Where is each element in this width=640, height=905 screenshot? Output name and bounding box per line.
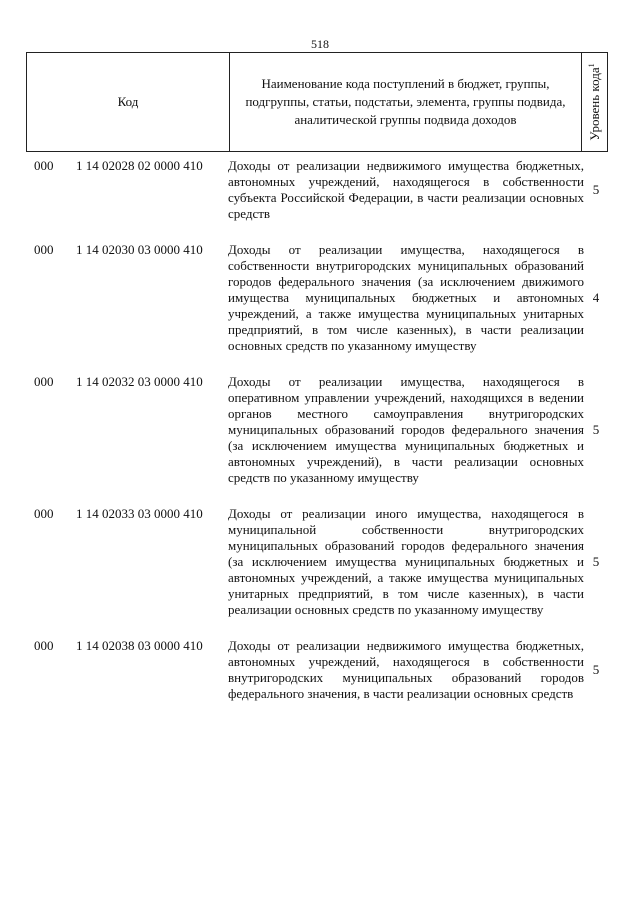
row-code: 1 14 02038 03 0000 410 [76, 638, 203, 653]
row-name: Доходы от реализации имущества, находящегося в собственности внутригородских муниципальных образований городов федерального значения (за исключением движимого имущества муниципальных бюджетных и автономных учреждений, а также имущества муниципальных унитарных предприятий, в том числе казенных), в части реализации основных средств по указанному имуществу [228, 242, 584, 353]
row-code: 1 14 02030 03 0000 410 [76, 242, 203, 257]
row-prefix: 000 [34, 242, 54, 257]
row-level: 5 [592, 422, 600, 437]
table-row [26, 638, 608, 702]
table-row [26, 242, 608, 354]
row-code: 1 14 02032 03 0000 410 [76, 374, 203, 389]
row-name: Доходы от реализации имущества, находящегося в оперативном управлении учреждений, находящихся в ведении органов местного самоуправления внутригородских муниципальных образований городов федерального значения (за исключением имущества муниципальных бюджетных и автономных учреждений), в части реализации основных средств по указанному имуществу [228, 374, 584, 485]
row-prefix: 000 [34, 638, 54, 653]
row-level: 5 [592, 182, 600, 197]
footnote-marker: 1 [586, 63, 596, 68]
row-name: Доходы от реализации недвижимого имущества бюджетных, автономных учреждений, находящегося в собственности внутригородских муниципальных образований городов федерального значения, в части реализации основных средств [228, 638, 584, 701]
row-level: 5 [592, 662, 600, 677]
header-level-label [586, 63, 602, 140]
row-prefix: 000 [34, 374, 54, 389]
row-code: 1 14 02033 03 0000 410 [76, 506, 203, 521]
header-level [582, 53, 607, 151]
row-level: 5 [592, 554, 600, 569]
table-row [26, 374, 608, 486]
row-level: 4 [592, 290, 600, 305]
row-prefix: 000 [34, 158, 54, 173]
row-name: Доходы от реализации недвижимого имущества бюджетных, автономных учреждений, находящегося в собственности субъекта Российской Федерации, в части реализации основных средств [228, 158, 584, 221]
header-level-text: Уровень кода [586, 67, 602, 141]
table-header [26, 52, 608, 152]
table-body [26, 158, 608, 722]
row-code: 1 14 02028 02 0000 410 [76, 158, 203, 173]
header-name: Наименование кода поступлений в бюджет, группы, подгруппы, статьи, подстатьи, элемента, группы подвида, аналитической группы подвида доходов [230, 53, 582, 151]
page-number: 518 [311, 37, 329, 51]
row-name: Доходы от реализации иного имущества, находящегося в муниципальной собственности внутригородских муниципальных образований городов федерального значения (за исключением имущества муниципальных бюджетных и автономных учреждений, а также имущества муниципальных унитарных предприятий, в том числе казенных), в части реализации основных средств по указанному имуществу [228, 506, 584, 617]
row-prefix: 000 [34, 506, 54, 521]
table-row [26, 158, 608, 222]
header-code: Код [27, 53, 230, 151]
table-row [26, 506, 608, 618]
